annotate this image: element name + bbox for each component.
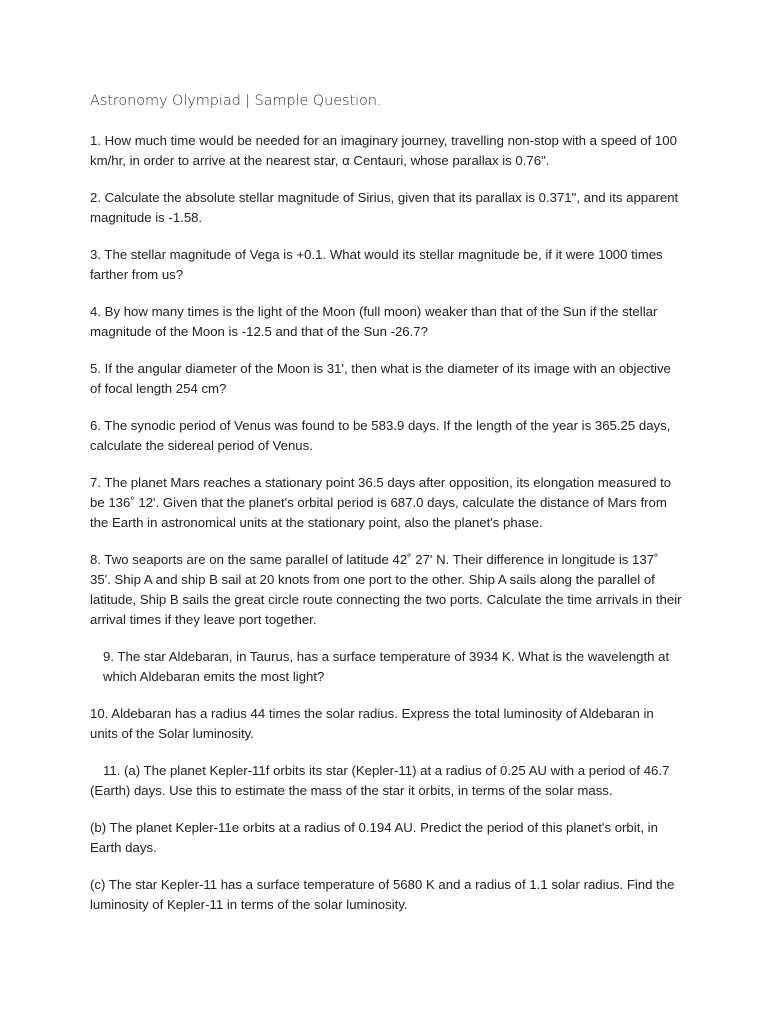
question-1: 1. How much time would be needed for an imaginary journey, travelling non-stop with a speed of 100 km/hr, in order to arrive at the nearest star, α Centauri, whose parallax is 0.76". <box>90 133 677 168</box>
question-8: 8. Two seaports are on the same parallel of latitude 42˚ 27' N. Their difference in longitude is 137˚ 35'. Ship A and ship B sail at 20 knots from one port to the other. Ship A sails along the parallel of latitude, Ship B sails the great circle route connecting the two ports. Calculate the time arrivals in their arrival times if they leave port together. <box>90 552 682 627</box>
question-11a: 11. (a) The planet Kepler-11f orbits its star (Kepler-11) at a radius of 0.25 AU with a period of 46.7 (Earth) days. Use this to estimate the mass of the star it orbits, in terms of the solar mass. <box>90 763 670 798</box>
question-11b: (b) The planet Kepler-11e orbits at a radius of 0.194 AU. Predict the period of this planet's orbit, in Earth days. <box>90 820 658 855</box>
question-3: 3. The stellar magnitude of Vega is +0.1. What would its stellar magnitude be, if it were 1000 times farther from us? <box>90 247 663 282</box>
question-10: 10. Aldebaran has a radius 44 times the solar radius. Express the total luminosity of Aldebaran in units of the Solar luminosity. <box>90 706 654 741</box>
question-11c: (c) The star Kepler-11 has a surface temperature of 5680 K and a radius of 1.1 solar radius. Find the luminosity of Kepler-11 in terms of the solar luminosity. <box>90 877 675 912</box>
document-title: Astronomy Olympiad | Sample Question. <box>90 93 382 109</box>
document-page <box>90 90 682 932</box>
question-9: 9. The star Aldebaran, in Taurus, has a surface temperature of 3934 K. What is the wavelength at which Aldebaran emits the most light? <box>103 649 670 684</box>
question-7: 7. The planet Mars reaches a stationary point 36.5 days after opposition, its elongation measured to be 136˚ 12'. Given that the planet's orbital period is 687.0 days, calculate the distance of Mars from the Earth in astronomical units at the stationary point, also the planet's phase. <box>90 475 672 530</box>
question-6: 6. The synodic period of Venus was found to be 583.9 days. If the length of the year is 365.25 days, calculate the sidereal period of Venus. <box>90 418 671 453</box>
question-5: 5. If the angular diameter of the Moon is 31', then what is the diameter of its image with an objective of focal length 254 cm? <box>90 361 671 396</box>
question-2: 2. Calculate the absolute stellar magnitude of Sirius, given that its parallax is 0.371", and its apparent magnitude is -1.58. <box>90 190 679 225</box>
question-4: 4. By how many times is the light of the Moon (full moon) weaker than that of the Sun if the stellar magnitude of the Moon is -12.5 and that of the Sun -26.7? <box>90 304 658 339</box>
